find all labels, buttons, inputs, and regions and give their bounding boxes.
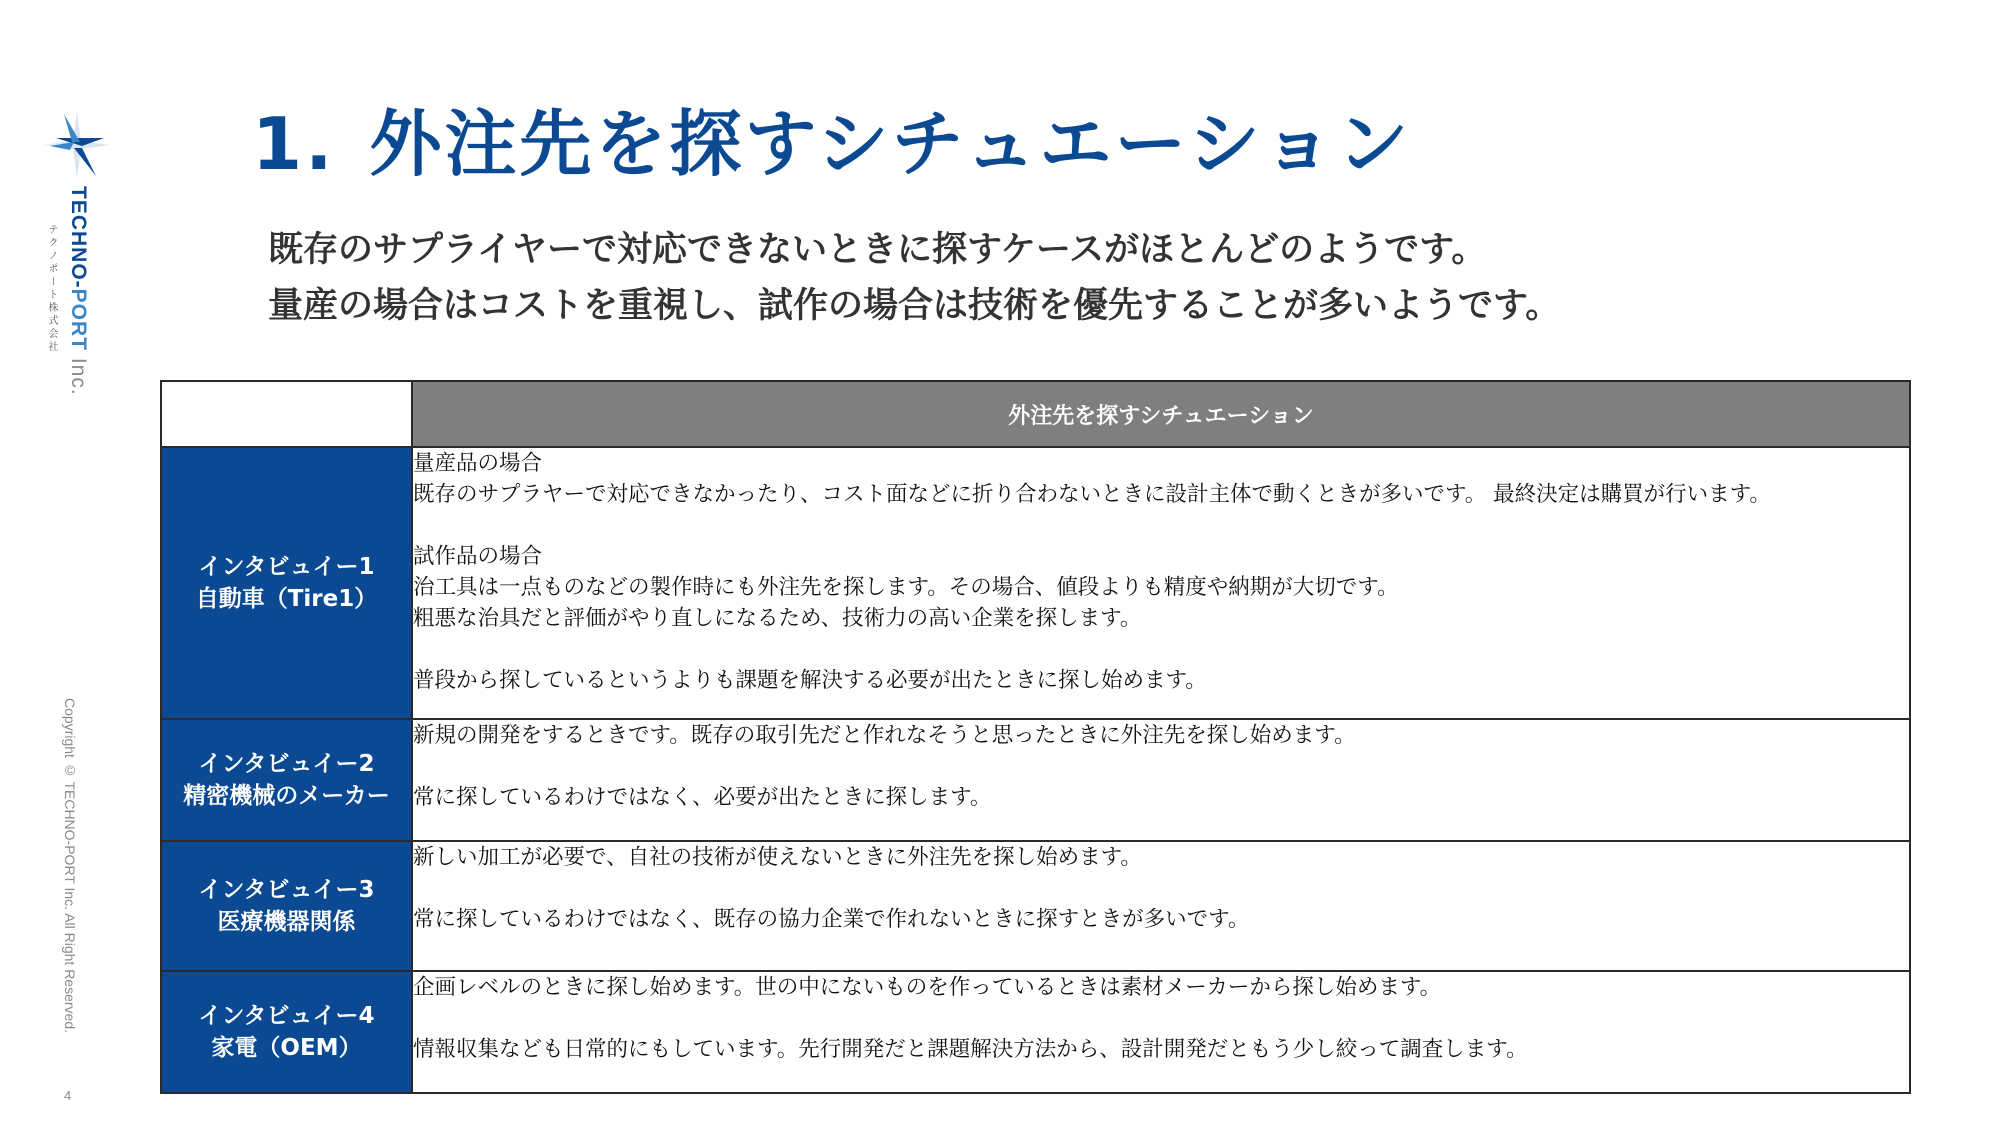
- subtitle-line-1: 既存のサプライヤーで対応できないときに探すケースがほとんどのようです。: [268, 230, 1487, 270]
- table-corner-cell: [161, 381, 412, 447]
- interviewee-industry: 精密機械のメーカー: [183, 783, 390, 809]
- copyright: Copyright © TECHNO-PORT Inc. All Right Reserved.: [62, 698, 78, 1033]
- text-line: 情報収集なども日常的にもしています。先行開発だと課題解決方法から、設計開発だともう少し絞って調査します。: [413, 1037, 1528, 1062]
- compass-star-icon: [44, 112, 110, 178]
- brand-name-part1: TECHNO-: [67, 186, 90, 289]
- brand-kana: テクノポート株式会社: [46, 224, 57, 354]
- situation-table: [160, 380, 1911, 1094]
- interviewee-id: インタビュイー1: [198, 554, 375, 580]
- brand-name: [66, 186, 90, 396]
- table-row: [161, 971, 1910, 1093]
- text-line: [413, 873, 1909, 904]
- text-line: [413, 1003, 1909, 1034]
- text-line: 企画レベルのときに探し始めます。世の中にないものを作っているときは素材メーカーから探し始めます。: [413, 975, 1442, 1000]
- interviewee-label: [161, 971, 412, 1093]
- text-line: 粗悪な治具だと評価がやり直しになるため、技術力の高い企業を探します。: [413, 606, 1142, 631]
- brand-name-part3: Inc.: [67, 351, 90, 396]
- brand-name-part2: PORT: [67, 288, 90, 352]
- text-line: 普段から探しているというよりも課題を解決する必要が出たときに探し始めます。: [413, 668, 1207, 693]
- table-header: 外注先を探すシチュエーション: [412, 381, 1910, 447]
- title-number: 1.: [252, 102, 336, 186]
- interviewee-label: [161, 447, 412, 719]
- title-text: 外注先を探すシチュエーション: [369, 102, 1412, 186]
- interviewee-industry: 家電（OEM）: [211, 1035, 362, 1061]
- text-line: 常に探しているわけではなく、必要が出たときに探します。: [413, 785, 992, 810]
- situation-text: [412, 971, 1910, 1093]
- interviewee-label: [161, 841, 412, 971]
- table-header-row: [161, 381, 1910, 447]
- page-number: 4: [64, 1088, 72, 1103]
- subtitle: [268, 222, 1560, 334]
- interviewee-label: [161, 719, 412, 841]
- table-row: [161, 841, 1910, 971]
- text-line: 常に探しているわけではなく、既存の協力企業で作れないときに探すときが多いです。: [413, 907, 1250, 932]
- situation-text: [412, 447, 1910, 719]
- text-line: [413, 634, 1909, 665]
- subtitle-line-2: 量産の場合はコストを重視し、試作の場合は技術を優先することが多いようです。: [268, 286, 1561, 326]
- text-line: 試作品の場合: [413, 544, 543, 569]
- text-line: 治工具は一点ものなどの製作時にも外注先を探します。その場合、値段よりも精度や納期が大切です。: [413, 575, 1399, 600]
- interviewee-id: インタビュイー3: [198, 877, 375, 903]
- text-line: 新規の開発をするときです。既存の取引先だと作れなそうと思ったときに外注先を探し始めます。: [413, 723, 1356, 748]
- interviewee-industry: 医療機器関係: [217, 909, 356, 935]
- interviewee-industry: 自動車（Tire1）: [195, 586, 378, 612]
- text-line: 既存のサプラヤーで対応できなかったり、コスト面などに折り合わないときに設計主体で動くときが多いです。 最終決定は購買が行います。: [413, 482, 1771, 507]
- interviewee-id: インタビュイー2: [198, 751, 375, 777]
- text-line: 新しい加工が必要で、自社の技術が使えないときに外注先を探し始めます。: [413, 845, 1142, 870]
- interviewee-id: インタビュイー4: [198, 1003, 375, 1029]
- table-row: [161, 447, 1910, 719]
- text-line: 量産品の場合: [413, 451, 543, 476]
- text-line: [413, 510, 1909, 541]
- table-row: [161, 719, 1910, 841]
- page-title: [252, 86, 1412, 190]
- situation-text: [412, 719, 1910, 841]
- text-line: [413, 751, 1909, 782]
- situation-text: [412, 841, 1910, 971]
